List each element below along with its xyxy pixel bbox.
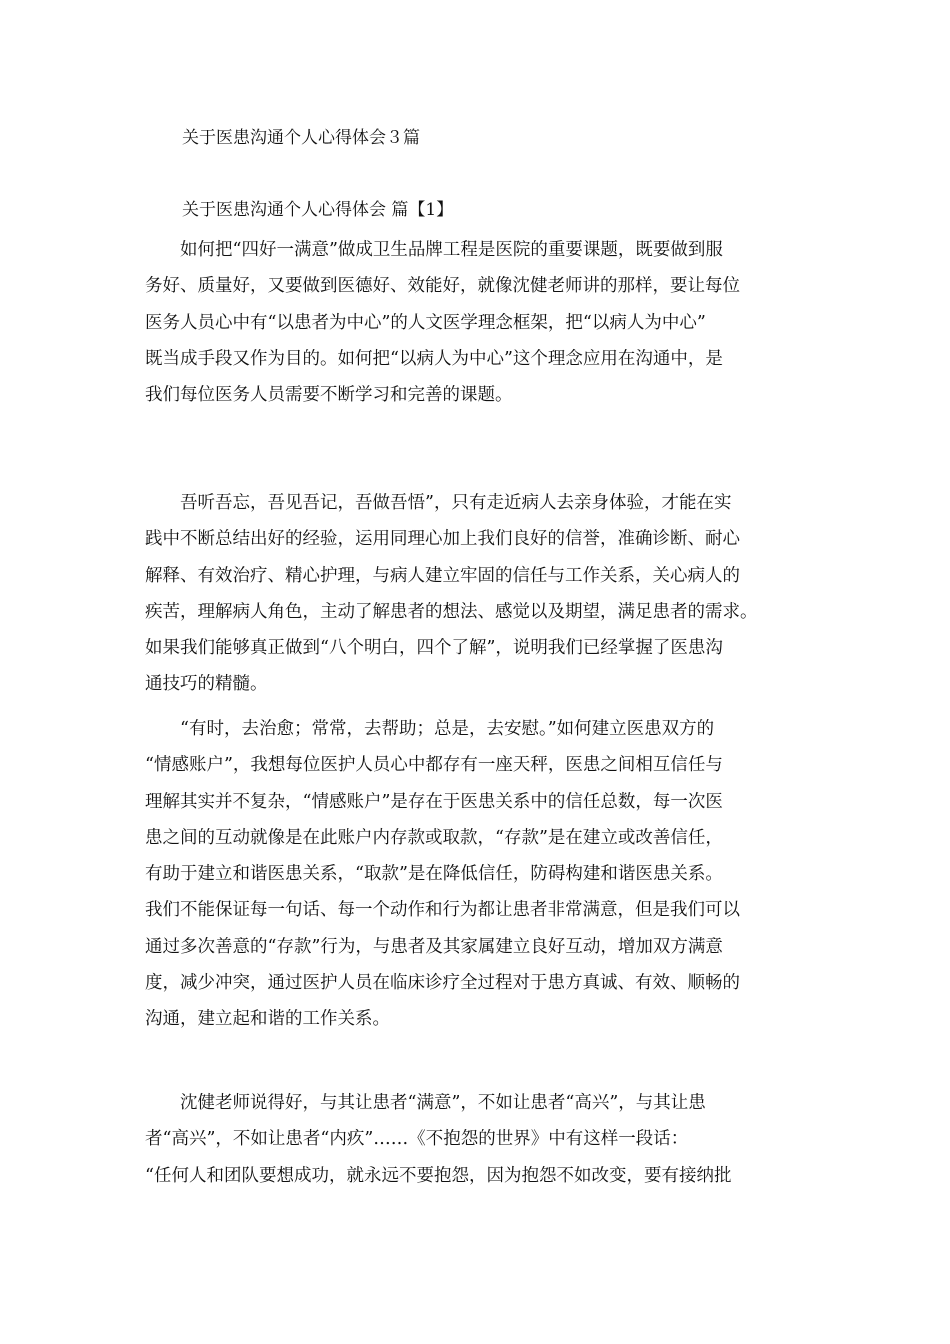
paragraph-4 — [145, 1085, 815, 1194]
paragraph-line: “有时，去治愈；常常，去帮助；总是，去安慰。”如何建立医患双方的 — [180, 719, 715, 739]
paragraph-line: 医务人员心中有“以患者为中心”的人文医学理念框架，把“以病人为中心” — [145, 312, 706, 333]
paragraph-line: 疾苦，理解病人角色，主动了解患者的想法、感觉以及期望，满足患者的需求。 — [145, 601, 758, 622]
paragraph-line: 通过多次善意的“存款”行为，与患者及其家属建立良好互动，增加双方满意 — [145, 936, 723, 957]
paragraph-line: 务好、质量好，又要做到医德好、效能好，就像沈健老师讲的那样，要让每位 — [145, 276, 740, 297]
paragraph-line: “情感账户”，我想每位医护人员心中都存有一座天秤，医患之间相互信任与 — [145, 755, 723, 776]
paragraph-1 — [145, 232, 815, 413]
paragraph-line: 理解其实并不复杂，“情感账户”是存在于医患关系中的信任总数，每一次医 — [145, 791, 723, 812]
paragraph-line: 我们不能保证每一句话、每一个动作和行为都让患者非常满意，但是我们可以 — [145, 900, 740, 921]
paragraph-line: 既当成手段又作为目的。如何把“以病人为中心”这个理念应用在沟通中，是 — [145, 348, 723, 369]
paragraph-line: 沈健老师说得好，与其让患者“满意”，不如让患者“高兴”，与其让患 — [180, 1093, 706, 1113]
document-title: 关于医患沟通个人心得体会３篇 — [182, 128, 420, 148]
paragraph-line: “任何人和团队要想成功，就永远不要抱怨，因为抱怨不如改变，要有接纳批 — [145, 1165, 732, 1186]
paragraph-line: 践中不断总结出好的经验，运用同理心加上我们良好的信誉，准确诊断、耐心 — [145, 529, 740, 550]
paragraph-line: 如何把“四好一满意”做成卫生品牌工程是医院的重要课题，既要做到服 — [180, 240, 723, 260]
paragraph-line: 有助于建立和谐医患关系，“取款”是在降低信任，防碍构建和谐医患关系。 — [145, 864, 723, 885]
paragraph-line: 度，减少冲突，通过医护人员在临床诊疗全过程对于患方真诚、有效、顺畅的 — [145, 973, 740, 994]
paragraph-line: 吾听吾忘，吾见吾记，吾做吾悟”，只有走近病人去亲身体验，才能在实 — [180, 493, 732, 513]
paragraph-line: 如果我们能够真正做到“八个明白，四个了解”，说明我们已经掌握了医患沟 — [145, 638, 723, 659]
paragraph-line: 我们每位医务人员需要不断学习和完善的课题。 — [145, 385, 513, 406]
paragraph-3 — [145, 711, 815, 1038]
paragraph-line: 沟通，建立起和谐的工作关系。 — [145, 1009, 390, 1030]
paragraph-line: 者“高兴”，不如让患者“内疚”……《不抱怨的世界》中有这样一段话： — [145, 1129, 689, 1150]
paragraph-line: 解释、有效治疗、精心护理，与病人建立牢固的信任与工作关系，关心病人的 — [145, 565, 740, 586]
section-heading: 关于医患沟通个人心得体会 篇【1】 — [182, 200, 454, 220]
paragraph-2 — [145, 485, 815, 703]
paragraph-line: 通技巧的精髓。 — [145, 674, 268, 695]
paragraph-line: 患之间的互动就像是在此账户内存款或取款，“存款”是在建立或改善信任， — [145, 827, 723, 848]
